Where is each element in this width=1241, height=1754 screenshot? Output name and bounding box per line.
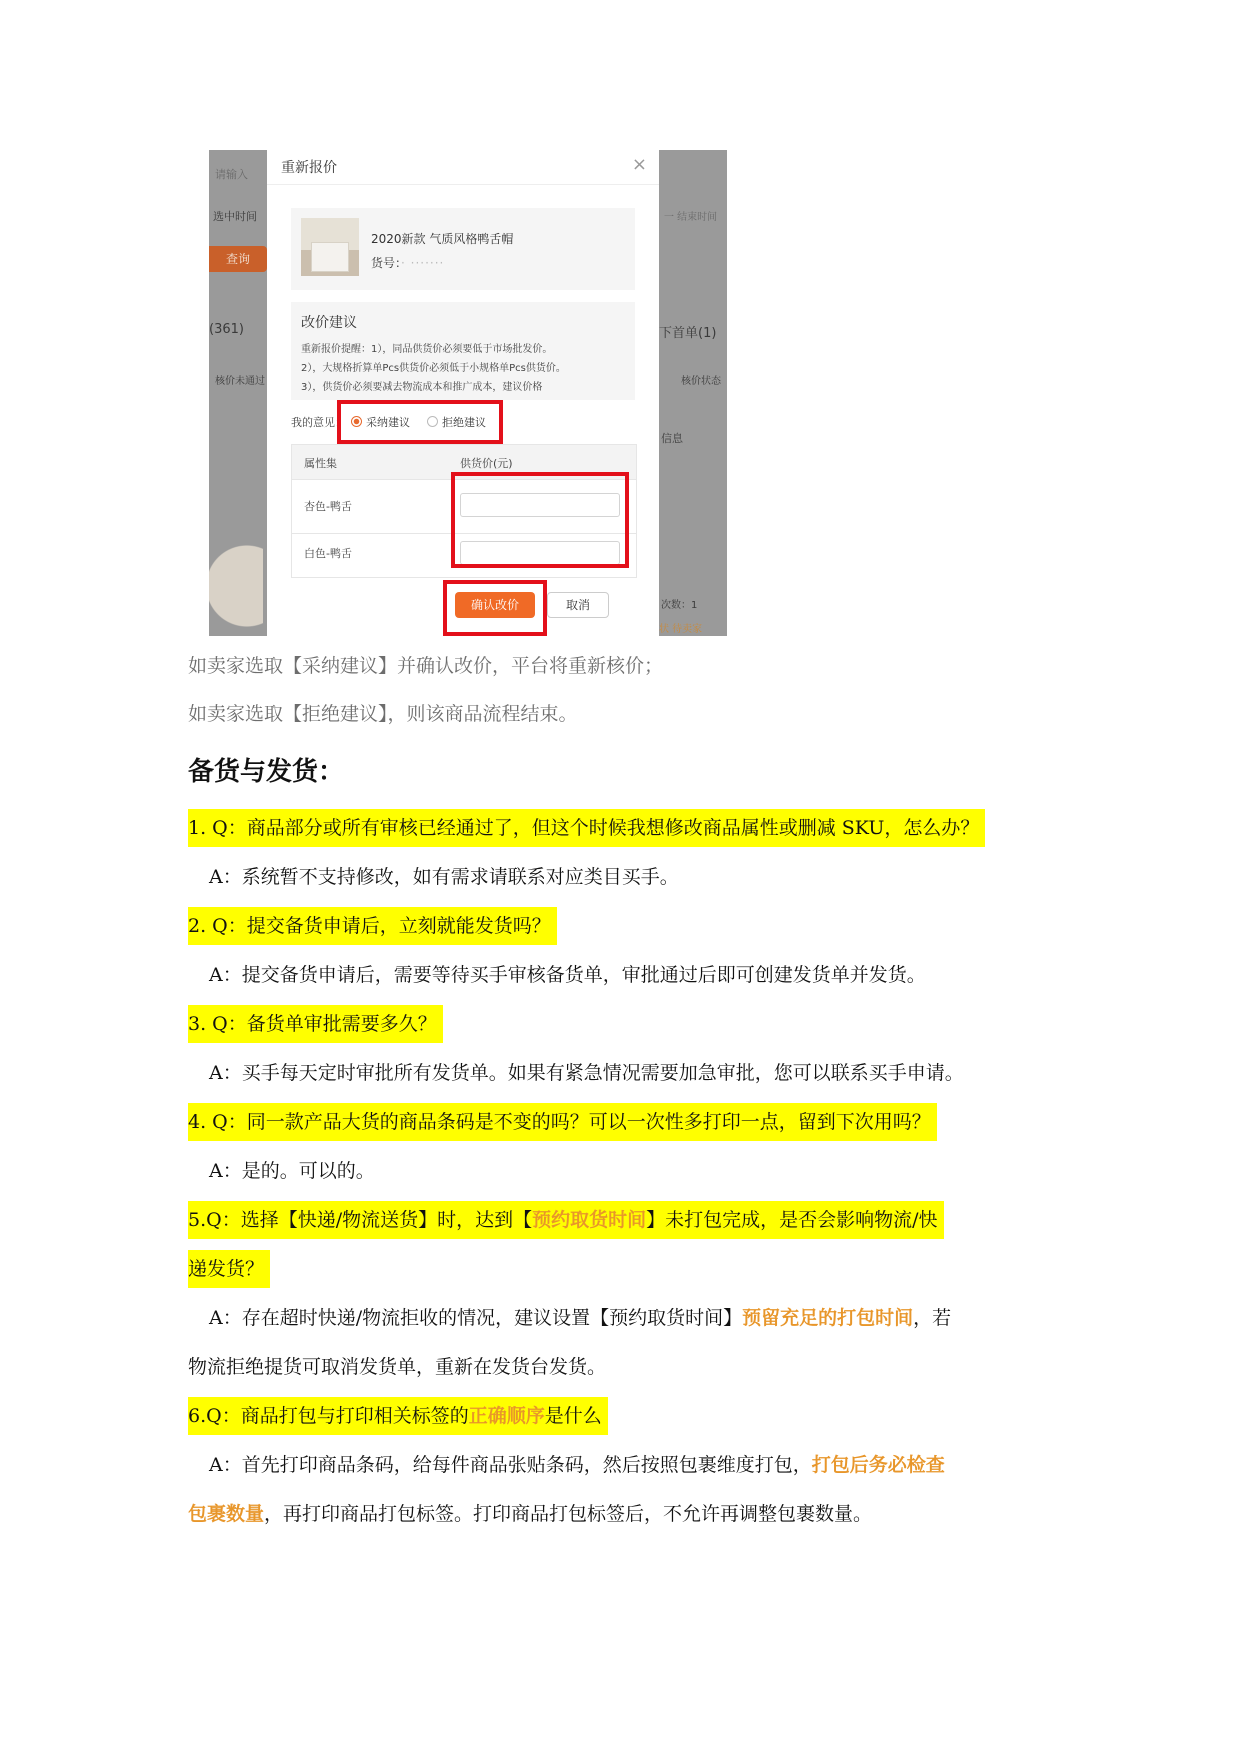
close-icon[interactable]: × [631,154,647,175]
faq-answer-6-line-2 [188,1499,872,1526]
question-text: 4. Q：同一款产品大货的商品条码是不变的吗？可以一次性多打印一点，留到下次用吗？ [188,1103,937,1141]
sku-label: 货号： [371,256,402,270]
bg-count-label: (361) [209,322,244,337]
faq-question-5-line-2 [188,1254,270,1281]
emphasis-text: 包裹数量 [188,1503,265,1525]
answer-text-part: ，若 [913,1307,952,1329]
price-advice-box [291,302,635,400]
sku-value: · ······· [401,256,445,270]
radio-label: 拒绝建议 [442,416,486,429]
faq-answer-5 [209,1303,951,1330]
faq-question-2 [188,911,557,938]
bg-first-order-label: 下首单(1) [659,326,717,341]
answer-text-part: ，再打印商品打包标签。打印商品打包标签后，不允许再调整包裹数量。 [264,1503,873,1525]
answer-text-part: A：首先打印商品条码，给每件商品张贴条码，然后按照包裹维度打包， [209,1454,812,1476]
emphasis-text: 预约取货时间 [532,1209,647,1231]
faq-answer-2: A：提交备货申请后，需要等待买手审核备货单，审批通过后即可创建发货单并发货。 [209,964,926,986]
emphasis-text: 预留充足的打包时间 [742,1307,914,1329]
product-thumbnail [301,218,359,276]
bg-query-button: 查询 [209,246,267,272]
radio-label: 采纳建议 [366,416,410,429]
product-card [291,208,635,290]
faq-question-3 [188,1009,443,1036]
bg-product-image [209,536,263,636]
faq-answer-3: A：买手每天定时审批所有发货单。如果有紧急情况需要加急审批，您可以联系买手申请。 [209,1062,964,1084]
question-text-part: 5.Q：选择【快递/物流送货】时，达到【 [188,1209,533,1231]
product-sku [371,254,444,271]
faq-answer-4: A：是的。可以的。 [209,1160,375,1182]
opinion-label: 我的意见： [291,416,346,429]
advice-line: 3），供货价必须要减去物流成本和推广成本，建议价格 [301,382,543,393]
dialog-title: 重新报价 [281,160,337,176]
advice-title: 改价建议 [301,315,357,331]
faq-answer-5-line-2: 物流拒绝提货可取消发货单，重新在发货台发货。 [188,1356,607,1378]
cancel-button[interactable]: 取消 [547,592,609,618]
faq-question-6 [188,1401,608,1428]
answer-text-part: A：存在超时快递/物流拒收的情况，建议设置【预约取货时间】 [209,1307,743,1329]
faq-question-1 [188,813,985,840]
bg-time-label: 选中时间 [213,210,257,223]
question-text: 1. Q：商品部分或所有审核已经通过了，但这个时候我想修改商品属性或删减 SKU，怎么办？ [188,809,985,847]
bg-price-status-label: 核价状态 [681,376,721,387]
dialog-divider [267,184,659,185]
question-text: 3. Q：备货单审批需要多久？ [188,1005,443,1043]
question-text [188,1397,608,1435]
product-name: 2020新款 气质风格鸭舌帽 [371,232,514,246]
table-header: 供货价(元) [460,457,513,470]
emphasis-text: 正确顺序 [468,1405,545,1427]
requote-dialog [267,150,659,636]
bg-info-label: 信息 [661,432,683,445]
faq-question-4 [188,1107,937,1134]
annotation-box-options [337,400,503,444]
question-text-part: 是什么 [544,1405,602,1427]
advice-line: 2），大规格折算单Pcs供货价必须低于小规格单Pcs供货价。 [301,363,566,374]
paragraph-accept: 如卖家选取【采纳建议】并确认改价，平台将重新核价； [188,655,664,677]
bg-seller-status: 状 待卖家 [659,624,703,635]
screenshot-figure [209,150,727,636]
question-text-part: 6.Q：商品打包与打印相关标签的 [188,1405,469,1427]
bg-end-time-label: 一 结束时间 [664,212,718,223]
bg-search-input: 请输入 [215,168,248,181]
paragraph-reject: 如卖家选取【拒绝建议】，则该商品流程结束。 [188,703,578,725]
table-row-label: 杏色-鸭舌 [304,500,352,513]
annotation-box-inputs [451,472,629,568]
table-row-label: 白色-鸭舌 [304,547,352,560]
table-header: 属性集 [304,457,337,470]
question-text [188,1201,944,1239]
bg-status-label: 核价未通过 [215,376,265,387]
question-text: 递发货？ [188,1250,270,1288]
faq-answer-1: A：系统暂不支持修改，如有需求请联系对应类目买手。 [209,866,679,888]
section-title: 备货与发货： [188,757,345,787]
confirm-price-button[interactable]: 确认改价 [455,592,535,618]
question-text-part: 】未打包完成，是否会影响物流/快 [646,1209,938,1231]
question-text: 2. Q：提交备货申请后，立刻就能发货吗？ [188,907,557,945]
advice-line: 重新报价提醒：1），同品供货价必须要低于市场批发价。 [301,344,553,355]
emphasis-text: 打包后务必检查 [811,1454,945,1476]
faq-answer-6 [209,1450,945,1477]
annotation-box-confirm [443,580,547,636]
bg-count-times: 次数：1 [661,600,698,611]
faq-question-5 [188,1205,944,1232]
